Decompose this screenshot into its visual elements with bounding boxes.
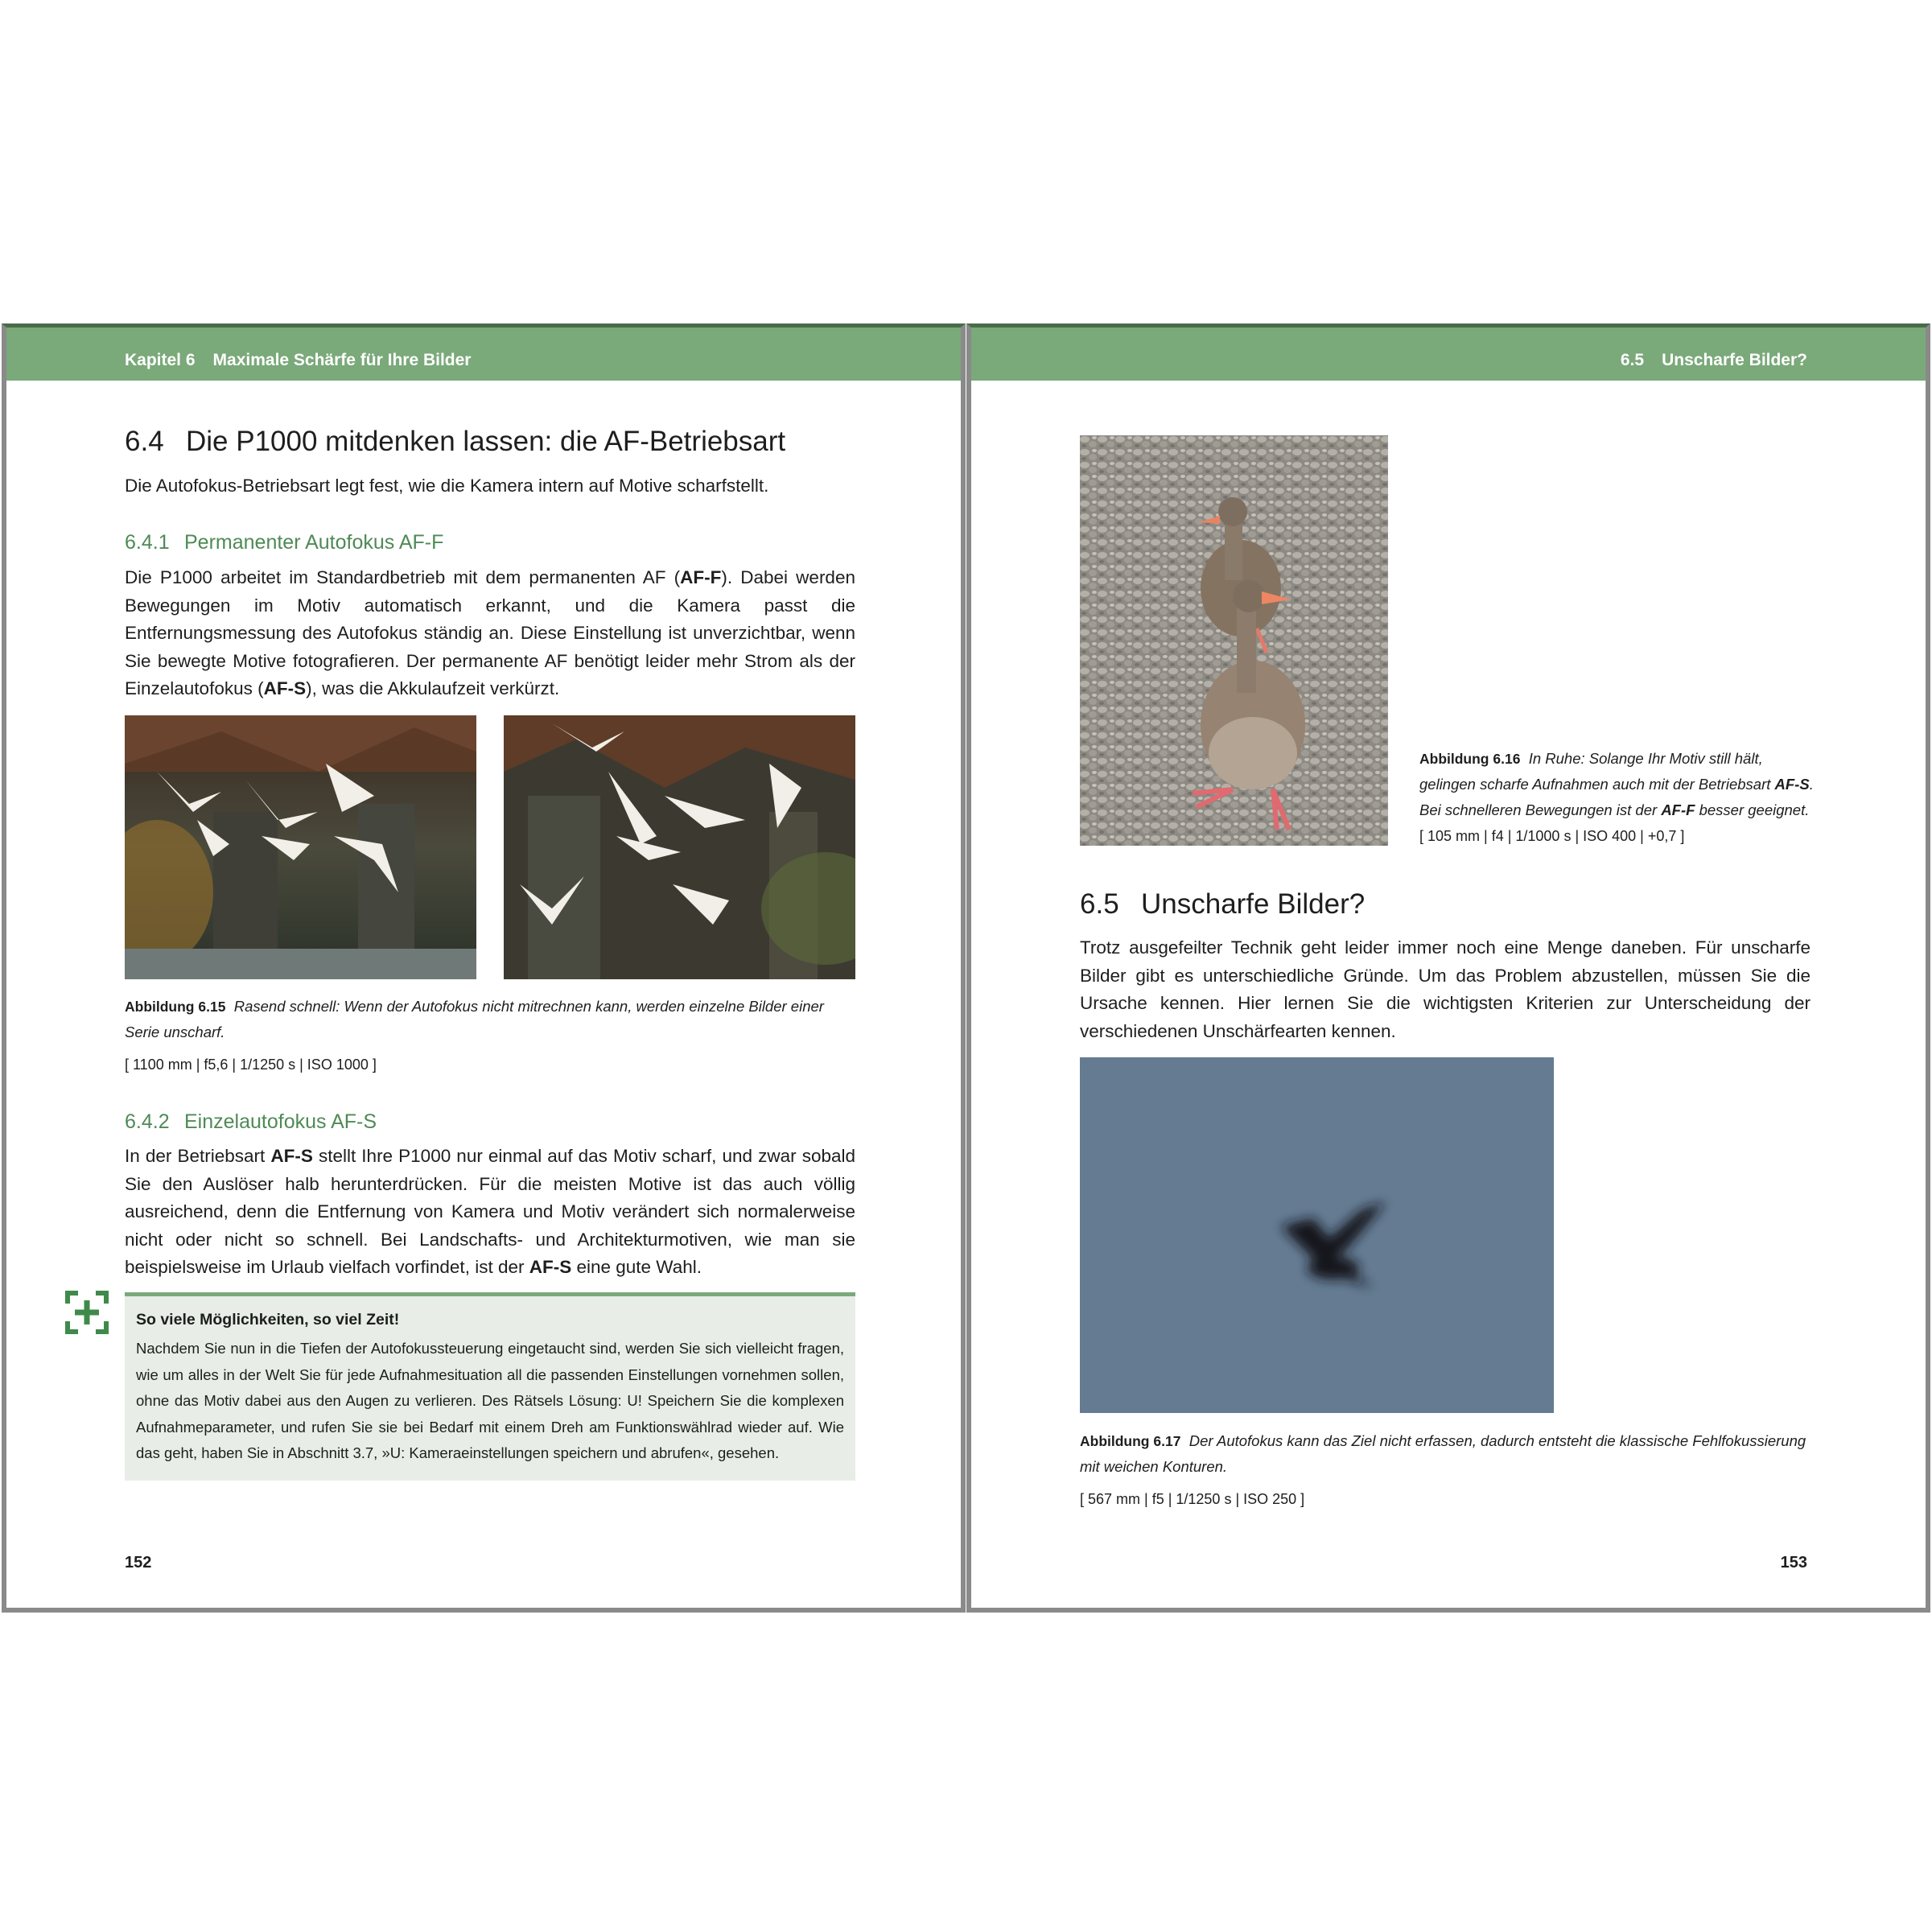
figure-6-16-caption: Abbildung 6.16 In Ruhe: Solange Ihr Motiv still hält, gelingen scharfe Aufnahmen auch mit der Betriebsart AF-S. Bei schnelleren Bewegungen ist der AF-F besser geeignet. — [1419, 750, 1814, 818]
header-section-title: Unscharfe Bilder? — [1662, 351, 1807, 369]
figure-6-15-caption: Abbildung 6.15 Rasend schnell: Wenn der Autofokus nicht mitrechnen kann, werden einzelne Bilder einer Serie unscharf. — [125, 998, 824, 1040]
left-page — [2, 323, 966, 1613]
section-intro: Die Autofokus-Betriebsart legt fest, wie die Kamera intern auf Motive scharfstellt. — [125, 476, 769, 496]
paragraph-unscharfe-bilder: Trotz ausgefeilter Technik geht leider immer noch eine Menge daneben. Für unscharfe Bilder gibt es unterschiedliche Gründe. Um das Problem abzustellen, müssen Sie die Ursache kennen. Hier lernen Sie die wichtigsten Kriterien zur Unterscheidung der verschiedenen Unschärfearten kennen. — [1080, 937, 1810, 1041]
figure-6-15-photo-left — [125, 715, 476, 979]
left-page-header — [6, 327, 961, 381]
plus-bracket-icon — [65, 1291, 109, 1334]
gulls-photo-left — [125, 715, 476, 979]
book-spread — [2, 323, 1930, 1613]
figure-6-15-photo-right — [504, 715, 855, 979]
subsection-heading-6-4-1: 6.4.1 Permanenter Autofokus AF-F — [125, 531, 444, 554]
figure-6-17-caption: Abbildung 6.17 Der Autofokus kann das Ziel nicht erfassen, dadurch entsteht die klassische Fehlfokussierung mit weichen Konturen. — [1080, 1432, 1806, 1475]
figure-6-15-exif: [ 1100 mm | f5,6 | 1/1250 s | ISO 1000 ] — [125, 1057, 377, 1073]
figure-6-17-photo — [1080, 1057, 1554, 1413]
subsection-heading-6-4-2: 6.4.2 Einzelautofokus AF-S — [125, 1110, 377, 1133]
figure-6-16-exif: [ 105 mm | f4 | 1/1000 s | ISO 400 | +0,7 ] — [1419, 828, 1685, 844]
blurred-bird-photo — [1080, 1057, 1554, 1413]
paragraph-af-s: In der Betriebsart AF-S stellt Ihre P1000 nur einmal auf das Motiv scharf, und zwar sobald Sie den Auslöser halb herunterdrücken. Für die meisten Motive ist das auch völlig ausreichend, denn die Entfernung von Kamera und Motiv verändert sich normalerweise nicht oder nicht so schnell. Bei Landschafts- und Architekturmotiven, wie man sie beispielsweise im Urlaub vielfach vorfindet, ist der AF-S eine gute Wahl. — [125, 1146, 855, 1277]
page-number-left: 152 — [125, 1554, 152, 1572]
section-heading-6-5: 6.5 Unscharfe Bilder? — [1080, 888, 1366, 920]
geese-photo — [1080, 435, 1388, 846]
header-chapter: Kapitel 6 — [125, 351, 196, 369]
header-chapter-title: Maximale Schärfe für Ihre Bilder — [212, 351, 472, 369]
section-heading-6-4: 6.4 Die P1000 mitdenken lassen: die AF-Betriebsart — [125, 426, 786, 457]
paragraph-af-f: Die P1000 arbeitet im Standardbetrieb mit dem permanenten AF (AF-F). Dabei werden Bewegungen im Motiv automatisch erkannt, und die Kamera passt die Entfernungsmessung des Autofokus ständig an. Diese Einstellung ist unverzichtbar, wenn Sie bewegte Motive fotografieren. Der permanente AF benötigt leider mehr Strom als der Einzelautofokus (AF-S), was die Akkulaufzeit verkürzt. — [125, 567, 855, 698]
info-box — [125, 1292, 855, 1481]
page-number-right: 153 — [1780, 1554, 1807, 1572]
right-page-header — [971, 327, 1926, 381]
right-page — [966, 323, 1930, 1613]
info-box-text: Nachdem Sie nun in die Tiefen der Autofokussteuerung eingetaucht sind, werden Sie sich vielleicht fragen, wie um alles in der Welt Sie für jede Aufnahmesituation all die passenden Einstellungen vornehmen sollen, ohne das Motiv dabei aus den Augen zu verlieren. Des Rätsels Lösung: U! Speichern Sie die komplexen Aufnahmeparameter, und rufen Sie sie bei Bedarf mit einem Dreh am Funktionswählrad wieder auf. Wie das geht, haben Sie in Abschnitt 3.7, »U: Kameraeinstellungen speichern und abrufen«, gesehen. — [136, 1340, 844, 1461]
figure-6-16-photo — [1080, 435, 1388, 846]
gulls-photo-right — [504, 715, 855, 979]
info-box-title: So viele Möglichkeiten, so viel Zeit! — [136, 1311, 400, 1329]
header-section-number: 6.5 — [1620, 351, 1645, 369]
figure-6-17-exif: [ 567 mm | f5 | 1/1250 s | ISO 250 ] — [1080, 1491, 1305, 1507]
